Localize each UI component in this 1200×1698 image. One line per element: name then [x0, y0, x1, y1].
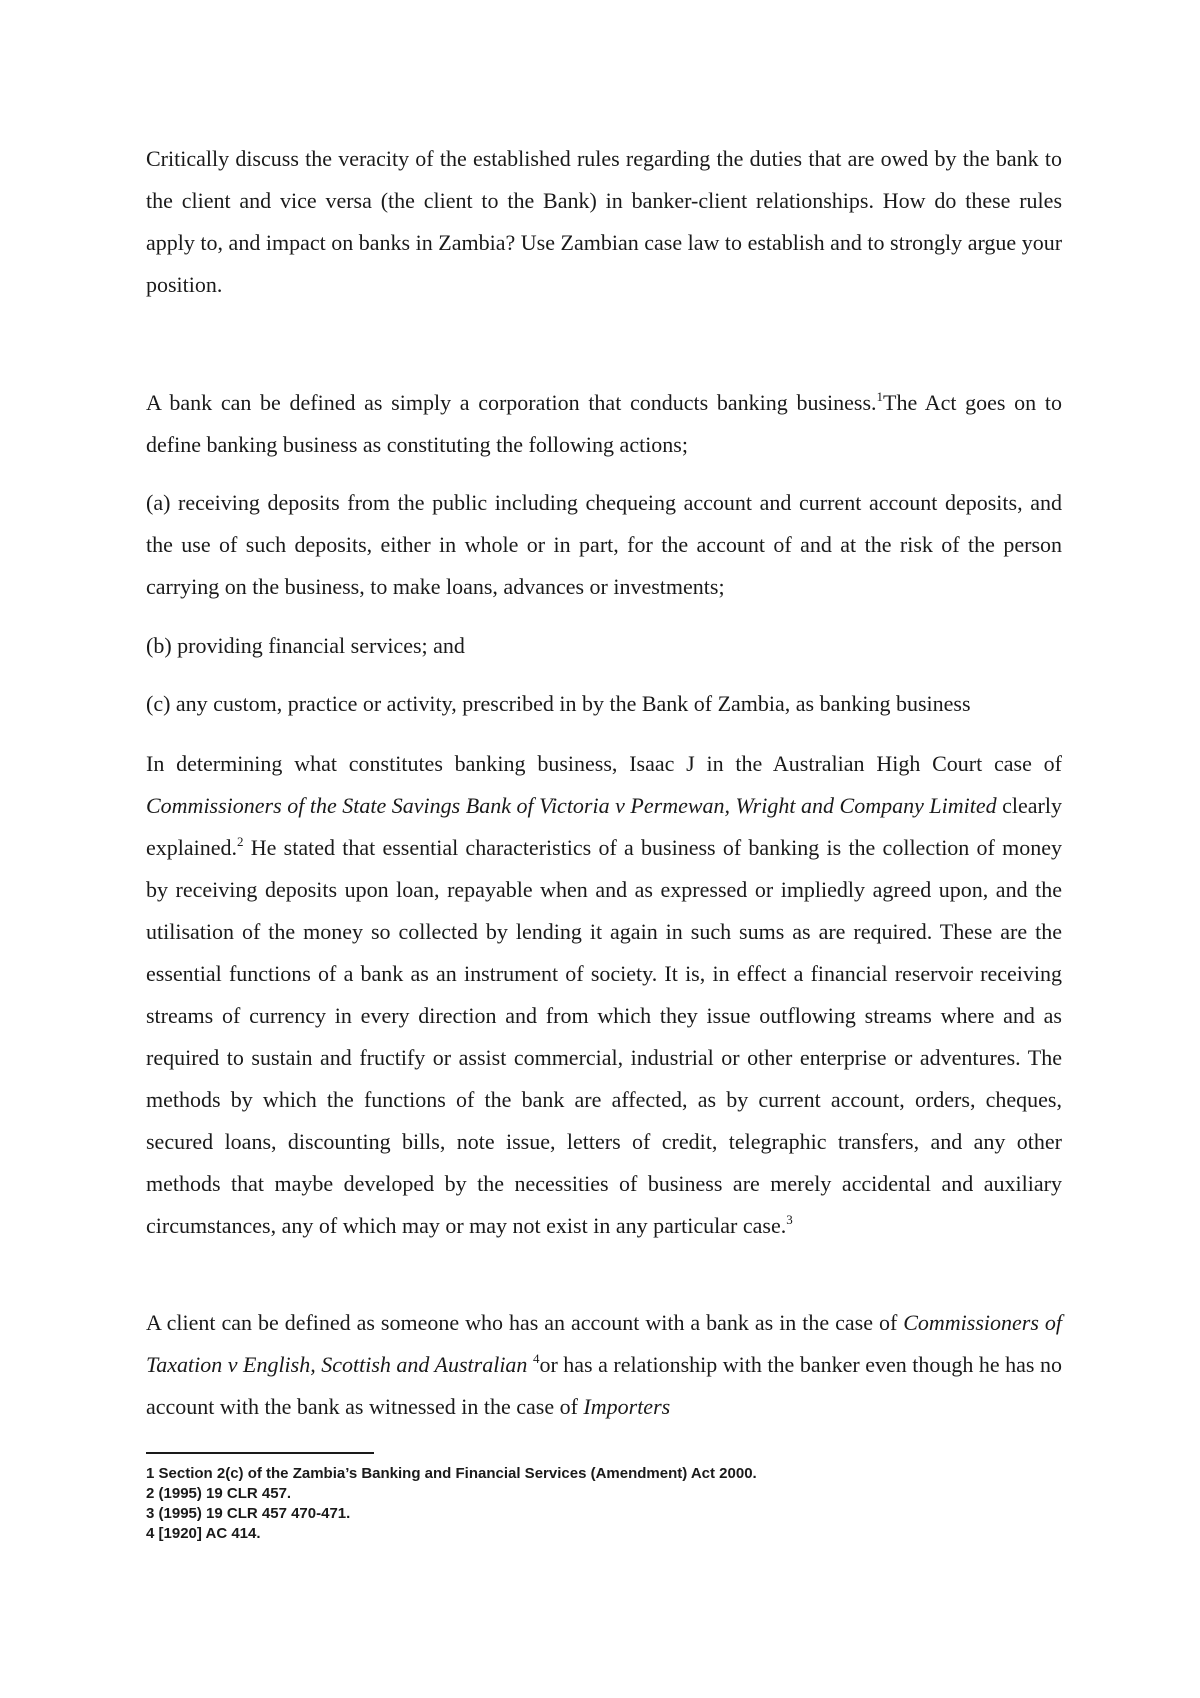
list-item-c — [146, 683, 1062, 725]
paragraph-text: In determining what constitutes banking business, Isaac J in the Australian High Court case of — [146, 751, 1062, 776]
client-definition-paragraph — [146, 1302, 1062, 1428]
banking-characteristics-paragraph — [146, 743, 1062, 1247]
footnote-ref-4: 4 — [532, 1351, 540, 1366]
footnote-ref-3: 3 — [786, 1212, 793, 1227]
case-name: Importers — [583, 1394, 671, 1419]
footnote-separator — [146, 1452, 374, 1454]
list-item-b — [146, 625, 1062, 667]
paragraph-text: or has a relationship with the banker even though he has no account with the bank as witnessed in the case of — [146, 1352, 1062, 1419]
list-item-a-text: (a) receiving deposits from the public including chequeing account and current account deposits, and the use of such deposits, either in whole or in part, for the account of and at the risk of the person carrying on the business, to make loans, advances or investments; — [146, 490, 1062, 599]
paragraph-text: He stated that essential characteristics of a business of banking is the collection of money by receiving deposits upon loan, repayable when and as expressed or impliedly agreed upon, and the utilisation of the money so collected by lending it again in such sums as are required. These are the essential functions of a bank as an instrument of society. It is, in effect a financial reservoir receiving streams of currency in every direction and from which they issue outflowing streams where and as required to sustain and fructify or assist commercial, industrial or other enterprise or adventures. The methods by which the functions of the bank are affected, as by current account, orders, cheques, secured loans, discounting bills, note issue, letters of credit, telegraphic transfers, and any other methods that maybe developed by the necessities of business are merely accidental and auxiliary circumstances, any of which may or may not exist in any particular case. — [146, 835, 1062, 1238]
question-line: the bank to the client and vice versa (the client to the Bank) in banker-client relationships. — [146, 146, 1062, 213]
question-line: Critically discuss the veracity of the established rules regarding the duties that are owed by — [146, 146, 957, 171]
footnotes — [146, 1464, 757, 1544]
case-name: Commissioners of Taxation v English, Scottish and Australian — [146, 1310, 1062, 1377]
footnote-4: 4 [1920] AC 414. — [146, 1525, 261, 1542]
list-item-c-text: (c) any custom, practice or activity, prescribed in by the Bank of Zambia, as banking business — [146, 691, 971, 716]
footnote-3: 3 (1995) 19 CLR 457 470-471. — [146, 1505, 351, 1522]
list-item-b-text: (b) providing financial services; and — [146, 633, 465, 658]
question-paragraph — [146, 138, 1062, 306]
banking-business-text: The Act goes on to define banking business as constituting the following actions; — [146, 390, 1062, 457]
bank-definition-paragraph — [146, 382, 1062, 466]
footnote-ref-2: 2 — [237, 834, 244, 849]
paragraph-text: clearly explained. — [146, 793, 1062, 860]
question-text — [146, 138, 1062, 306]
footnote-ref-1: 1 — [876, 389, 884, 404]
bank-definition-text: A bank can be defined as simply a corporation that conducts banking business. — [146, 390, 877, 415]
footnote-2: 2 (1995) 19 CLR 457. — [146, 1485, 292, 1502]
question-line: How do these rules apply to, and impact on banks in Zambia? Use Zambian case law to — [146, 188, 1062, 255]
case-name: Commissioners of the State Savings Bank of Victoria v Permewan, Wright and Company Limited — [146, 793, 997, 818]
question-line: establish and to strongly argue your position. — [146, 230, 1063, 297]
paragraph-text: A client can be defined as someone who has an account with a bank as in the case of — [146, 1310, 904, 1335]
footnote-1: 1 Section 2(c) of the Zambia’s Banking and Financial Services (Amendment) Act 2000. — [146, 1465, 757, 1482]
list-item-a — [146, 482, 1062, 608]
